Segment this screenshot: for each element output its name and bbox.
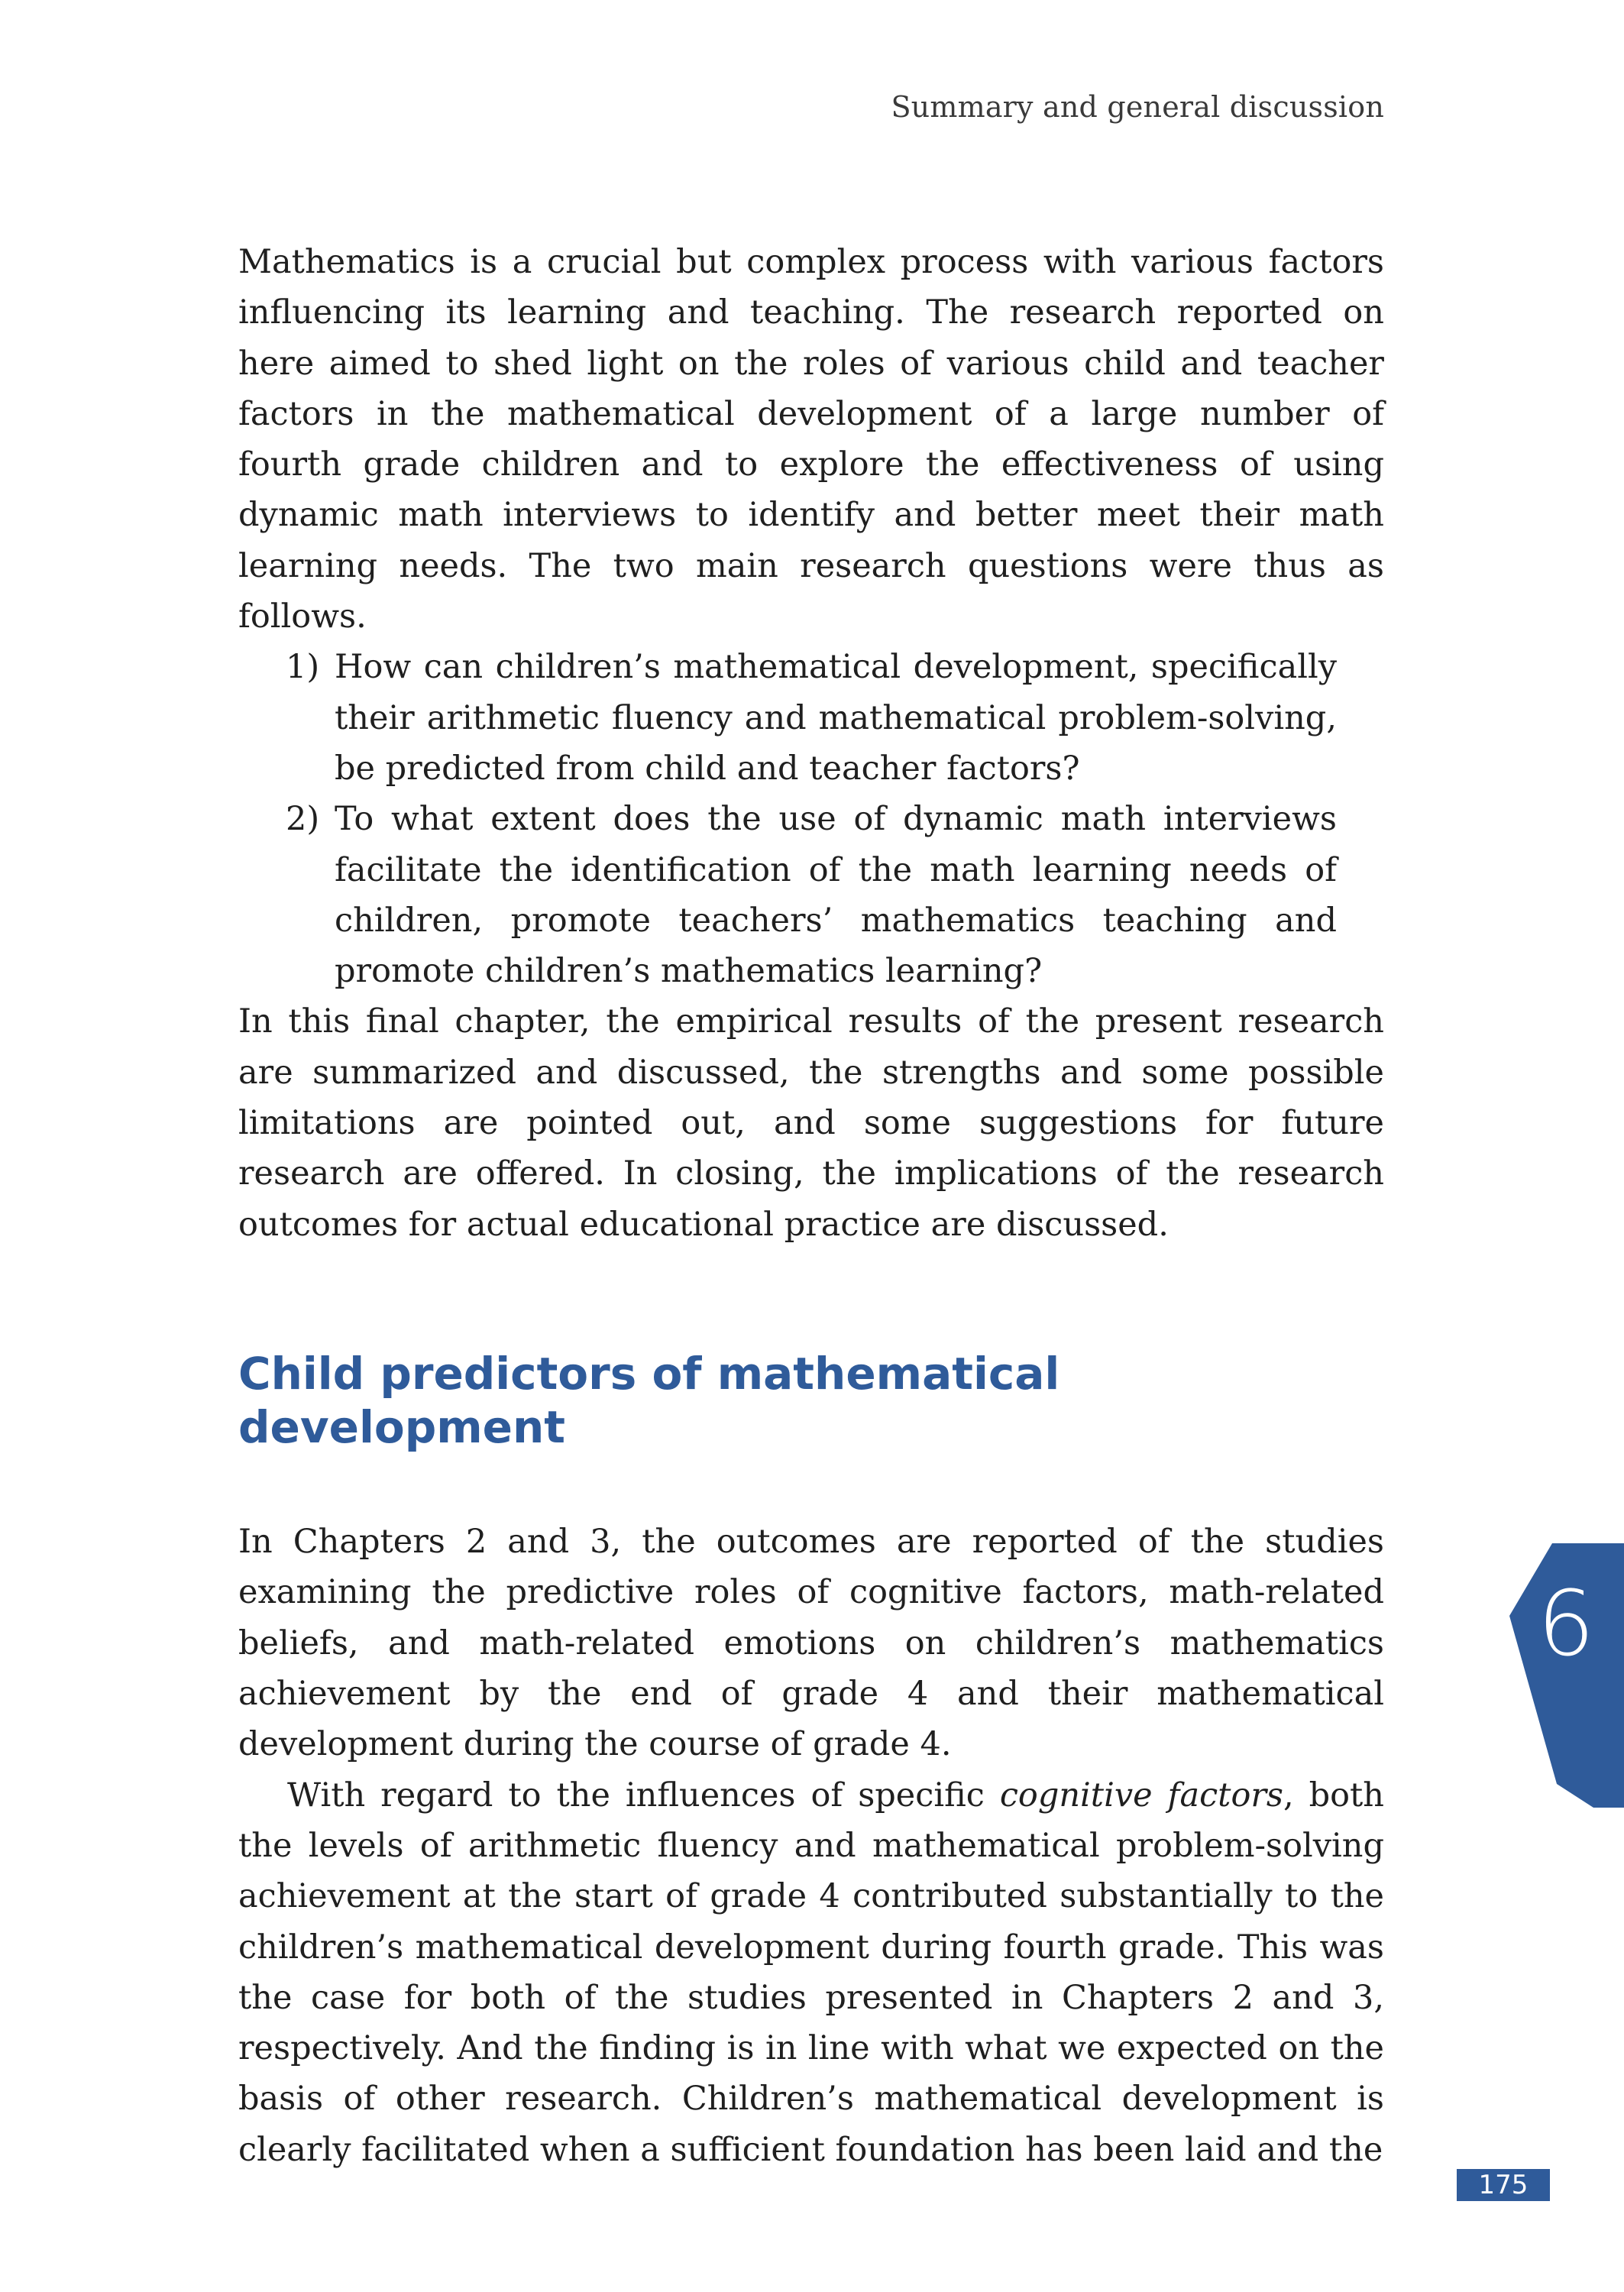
research-question-1 xyxy=(286,642,1337,794)
research-question-number: 2) xyxy=(286,800,320,839)
page-number: 175 xyxy=(1457,2169,1550,2201)
emphasized-term: cognitive factors xyxy=(999,1776,1283,1814)
section-paragraph-1: In Chapters 2 and 3, the outcomes are reported of the studies examining the predictive roles of cognitive factors, math-related beliefs, and math-related emotions on children’s mathematics achievement by the end of grade 4 and their mathematical development during the course of grade 4. xyxy=(238,1523,1384,1764)
chapter-overview-paragraph: In this final chapter, the empirical results of the present research are summarized and discussed, the strengths and some possible limitations are pointed out, and some suggestions for future research are offered. In closing, the implications of the research outcomes for actual educational practice are discussed. xyxy=(238,1002,1384,1244)
paragraph-text: , both the levels of arithmetic fluency and mathematical problem-solving achievement at the start of grade 4 contributed substantially to the children’s mathematical development during fourth grade. This was the case for both of the studies presented in Chapters 2 and 3, respectively. And the finding is in line with what we expected on the basis of other research. Children’s mathematical development is clearly facilitated when a sufficient foundation has been laid and the xyxy=(238,1776,1385,2169)
research-question-2 xyxy=(286,794,1337,996)
intro-paragraph: Mathematics is a crucial but complex process with various factors influencing its learning and teaching. The research reported on here aimed to shed light on the roles of various child and teacher factors in the mathematical development of a large number of fourth grade children and to explore the effectiveness of using dynamic math interviews to identify and better meet their math learning needs. The two main research questions were thus as follows. xyxy=(238,243,1384,636)
section-heading: Child predictors of mathematical development xyxy=(238,1347,1060,1453)
paragraph-text: With regard to the influences of specific xyxy=(287,1776,1000,1814)
research-question-text: How can children’s mathematical development, specifically their arithmetic fluency and mathematical problem-solving, be predicted from child and teacher factors? xyxy=(335,648,1337,788)
section-paragraph-2 xyxy=(238,1770,1384,2175)
research-question-number: 1) xyxy=(286,648,320,687)
research-question-text: To what extent does the use of dynamic math interviews facilitate the identification of the math learning needs of children, promote teachers’ mathematics teaching and promote children’s mathematics learning? xyxy=(335,800,1337,991)
main-content xyxy=(238,237,1384,2175)
running-header: Summary and general discussion xyxy=(891,90,1384,124)
chapter-number: 6 xyxy=(1537,1571,1595,1676)
research-questions-list xyxy=(238,642,1384,996)
